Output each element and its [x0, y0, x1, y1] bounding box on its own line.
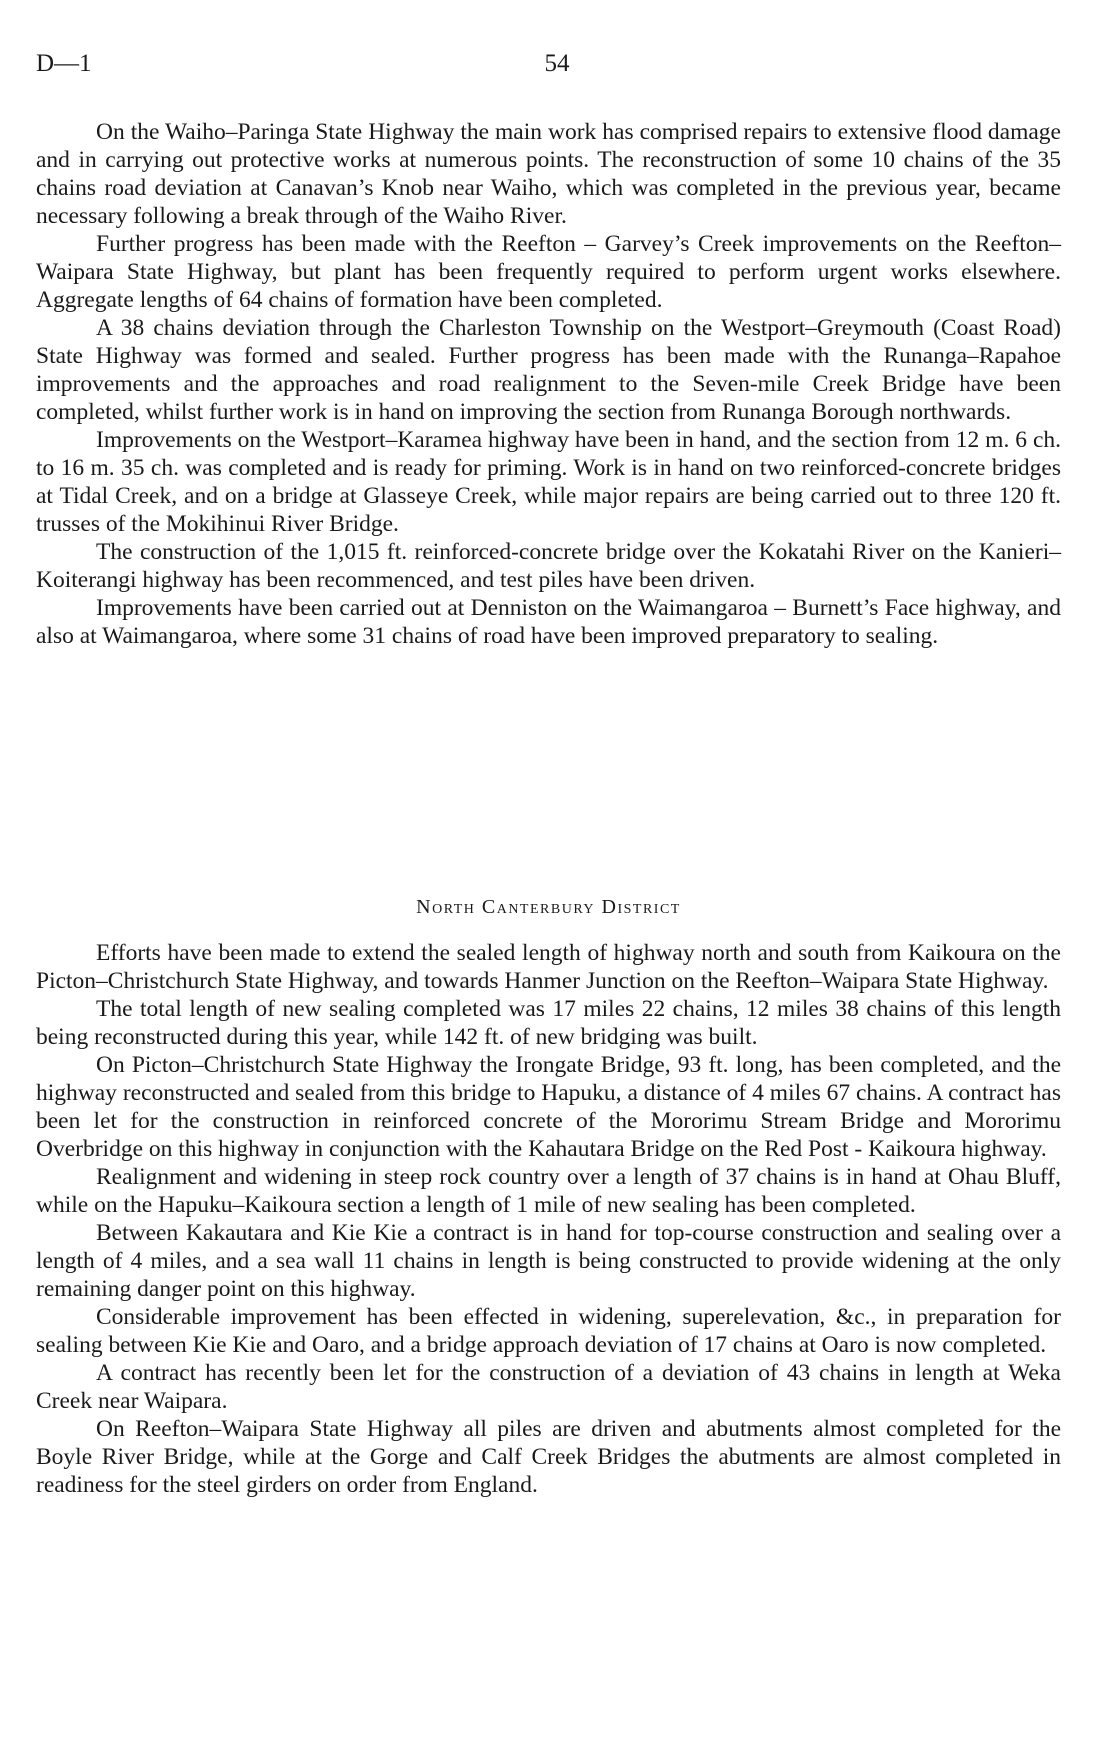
paragraph: On the Waiho–Paringa State Highway the main work has comprised repairs to extensive flood damage and in carrying out protective works at numerous points. The reconstruction of some 10 chains of the 35 chains road deviation at Canavan’s Knob near Waiho, which was completed in the previous year, became necessary following a break through of the Waiho River.	[36, 119, 1061, 229]
paragraph: Between Kakautara and Kie Kie a contract is in hand for top-course construction and sealing over a length of 4 miles, and a sea wall 11 chains in length is being constructed to provide widening at the only remaining danger point on this highway.	[36, 1220, 1061, 1302]
paragraph: Realignment and widening in steep rock country over a length of 37 chains is in hand at Ohau Bluff, while on the Hapuku–Kaikoura section a length of 1 mile of new sealing has been completed.	[36, 1164, 1061, 1218]
paragraph: A contract has recently been let for the construction of a deviation of 43 chains in length at Weka Creek near Waipara.	[36, 1360, 1061, 1414]
paragraph: Improvements have been carried out at Denniston on the Waimangaroa – Burnett’s Face highway, and also at Waimangaroa, where some 31 chains of road have been improved preparatory to sealing.	[36, 595, 1061, 649]
paragraph: Further progress has been made with the Reefton – Garvey’s Creek improvements on the Reefton–Waipara State Highway, but plant has been frequently required to perform urgent works elsewhere. Aggregate lengths of 64 chains of formation have been completed.	[36, 231, 1061, 313]
section-north-canterbury	[36, 893, 1061, 1499]
section-westland-works	[36, 118, 1061, 650]
page-number: 54	[544, 50, 570, 77]
paragraph: The total length of new sealing completed was 17 miles 22 chains, 12 miles 38 chains of this length being reconstructed during this year, while 142 ft. of new bridging was built.	[36, 996, 1061, 1050]
document-reference: D—1	[36, 50, 92, 77]
section-heading: North Canterbury District	[416, 896, 681, 918]
paragraph: Efforts have been made to extend the sealed length of highway north and south from Kaikoura on the Picton–Christchurch State Highway, and towards Hanmer Junction on the Reefton–Waipara State Highway.	[36, 940, 1061, 994]
paragraph: On Reefton–Waipara State Highway all piles are driven and abutments almost completed for the Boyle River Bridge, while at the Gorge and Calf Creek Bridges the abutments are almost completed in readiness for the steel girders on order from England.	[36, 1416, 1061, 1498]
page-header	[36, 50, 1078, 90]
paragraph: Considerable improvement has been effected in widening, superelevation, &c., in preparation for sealing between Kie Kie and Oaro, and a bridge approach deviation of 17 chains at Oaro is now completed.	[36, 1304, 1061, 1358]
paragraph: A 38 chains deviation through the Charleston Township on the Westport–Greymouth (Coast Road) State Highway was formed and sealed. Further progress has been made with the Runanga–Rapahoe improvements and the approaches and road realignment to the Seven-mile Creek Bridge have been completed, whilst further work is in hand on improving the section from Runanga Borough northwards.	[36, 315, 1061, 425]
paragraph: On Picton–Christchurch State Highway the Irongate Bridge, 93 ft. long, has been completed, and the highway reconstructed and sealed from this bridge to Hapuku, a distance of 4 miles 67 chains. A contract has been let for the construction in reinforced concrete of the Mororimu Stream Bridge and Mororimu Overbridge on this highway in conjunction with the Kahautara Bridge on the Red Post - Kaikoura highway.	[36, 1052, 1061, 1162]
paragraph: Improvements on the Westport–Karamea highway have been in hand, and the section from 12 m. 6 ch. to 16 m. 35 ch. was completed and is ready for priming. Work is in hand on two reinforced-concrete bridges at Tidal Creek, and on a bridge at Glasseye Creek, while major repairs are being carried out to three 120 ft. trusses of the Mokihinui River Bridge.	[36, 427, 1061, 537]
paragraph: The construction of the 1,015 ft. reinforced-concrete bridge over the Kokatahi River on the Kanieri–Koiterangi highway has been recommenced, and test piles have been driven.	[36, 539, 1061, 593]
